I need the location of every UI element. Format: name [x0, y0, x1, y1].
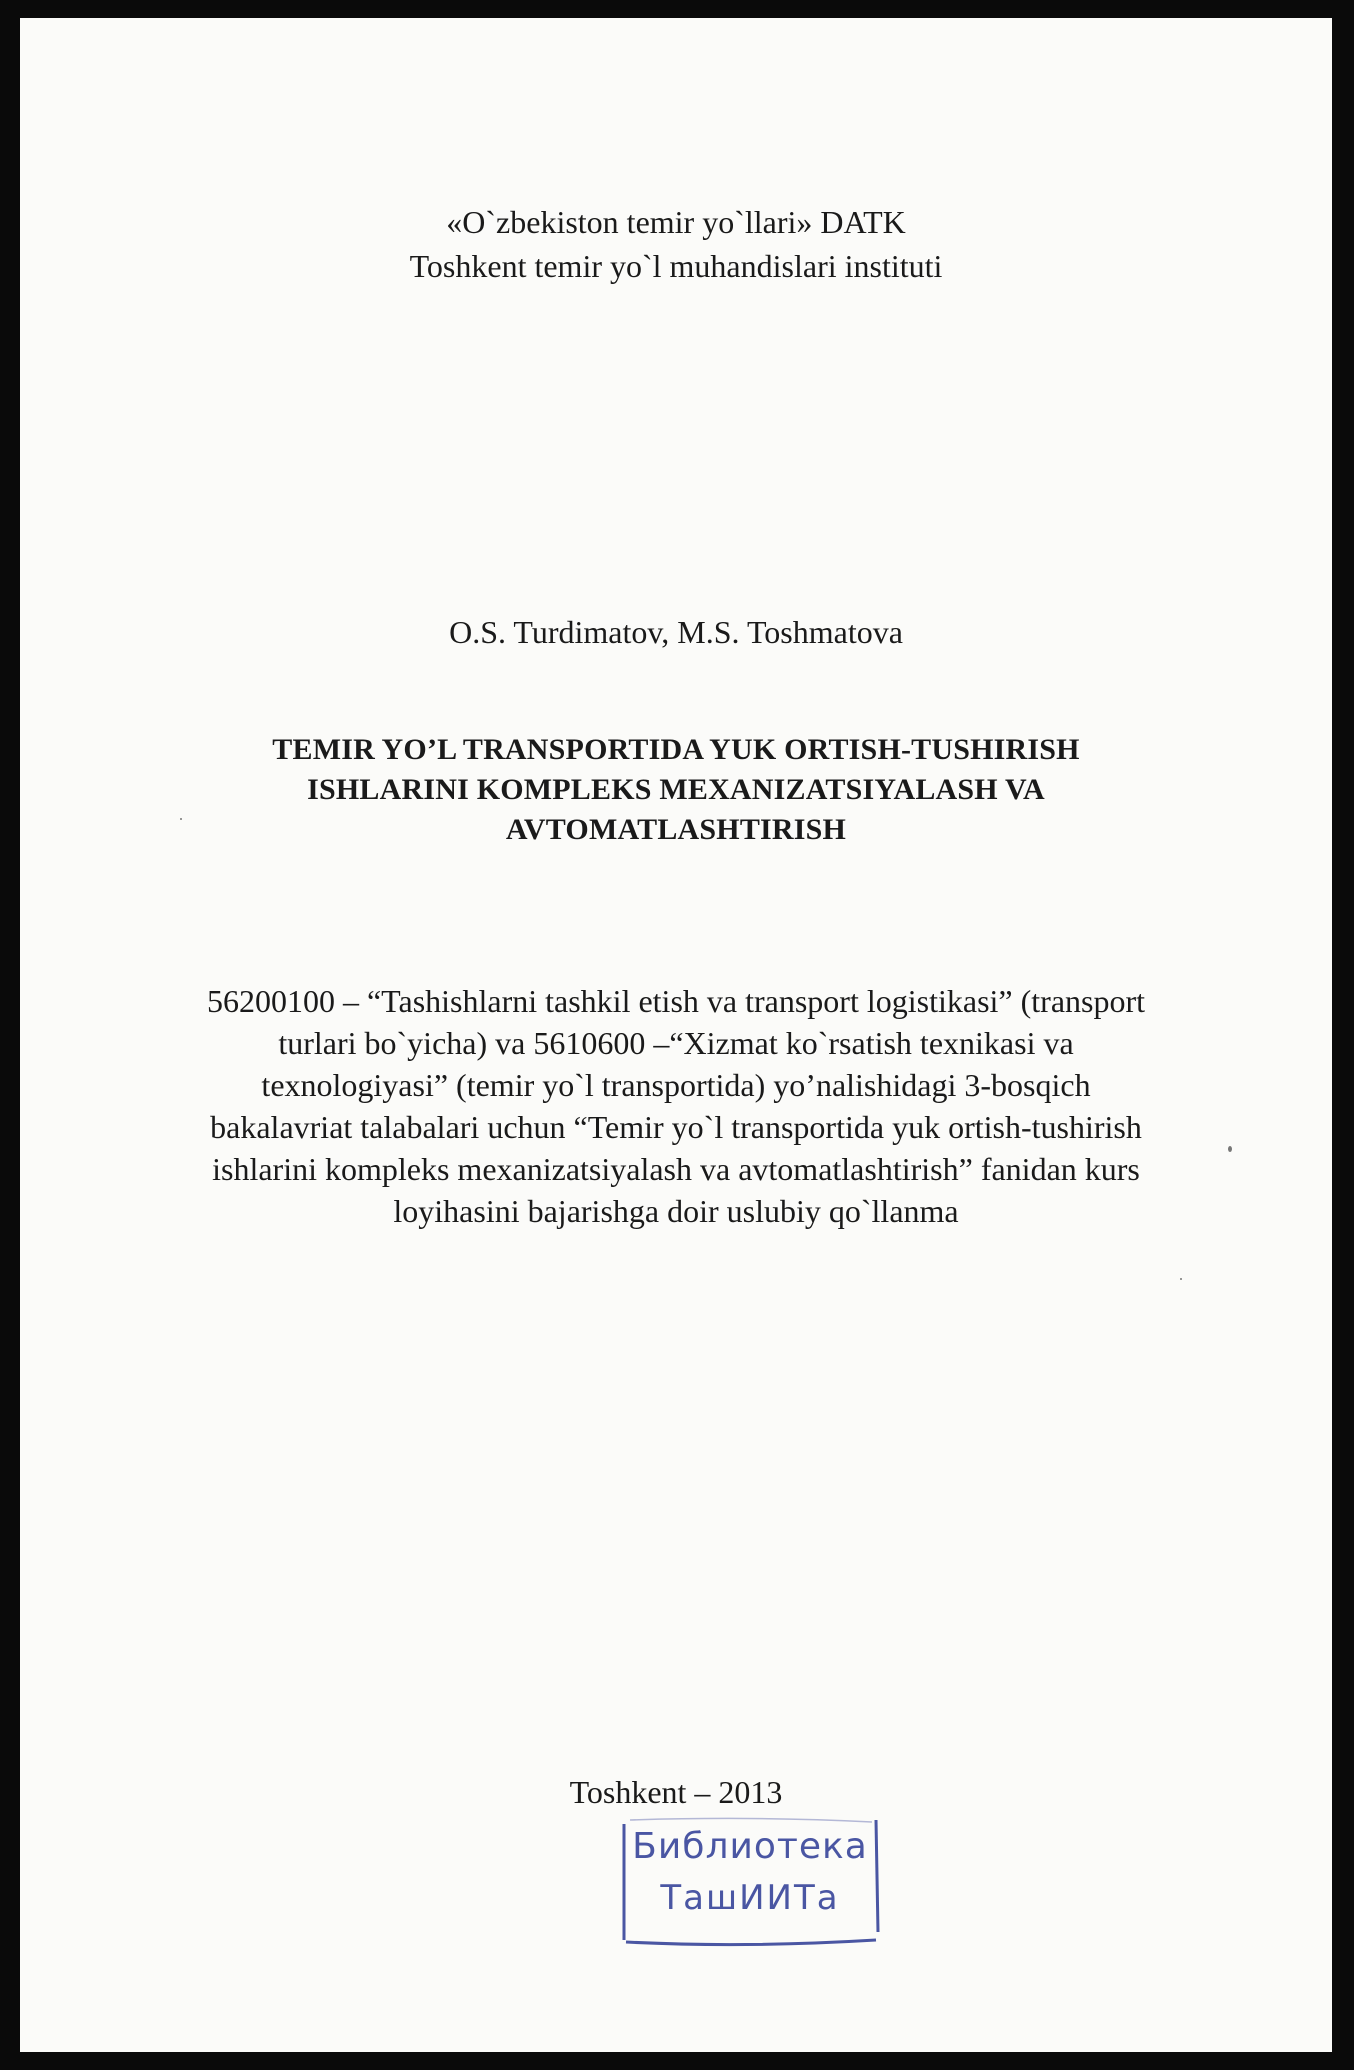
title-line-1: TEMIR YO’L TRANSPORTIDA YUK ORTISH-TUSHIRISH [272, 733, 1080, 766]
description-line-4: bakalavriat talabalari uchun “Temir yo`l transportida yuk ortish-tushirish [210, 1109, 1142, 1145]
document-description [130, 980, 1222, 1232]
title-line-3: AVTOMATLASHTIRISH [505, 813, 847, 846]
description-line-6: loyihasini bajarishga doir uslubiy qo`llanma [393, 1193, 959, 1229]
stamp-line-1: Библиотека [632, 1826, 868, 1867]
city-year: Toshkent – 2013 [569, 1774, 783, 1810]
library-stamp [614, 1812, 886, 1950]
scan-speck [1228, 1146, 1232, 1152]
title-line-2: ISHLARINI KOMPLEKS MEXANIZATSIYALASH VA [307, 773, 1045, 806]
description-line-3: texnologiyasi” (temir yo`l transportida) yo’nalishidagi 3-bosqich [261, 1067, 1091, 1103]
institute-line: Toshkent temir yo`l muhandislari instituti [409, 248, 943, 284]
organization-line: «O`zbekiston temir yo`llari» DATK [446, 204, 906, 240]
description-line-2: turlari bo`yicha) va 5610600 –“Xizmat ko`rsatish texnikasi va [278, 1025, 1074, 1061]
scan-speck [1180, 1278, 1182, 1280]
document-title [20, 730, 1332, 850]
authors: O.S. Turdimatov, M.S. Toshmatova [449, 614, 903, 650]
scan-speck [180, 818, 182, 820]
stamp-line-2: ТашИИТа [660, 1878, 840, 1918]
institution-header [20, 200, 1332, 288]
description-line-1: 56200100 – “Tashishlarni tashkil etish va transport logistikasi” (transport [206, 983, 1146, 1019]
document-page [20, 18, 1332, 2052]
description-line-5: ishlarini kompleks mexanizatsiyalash va avtomatlashtirish” fanidan kurs [212, 1151, 1140, 1187]
